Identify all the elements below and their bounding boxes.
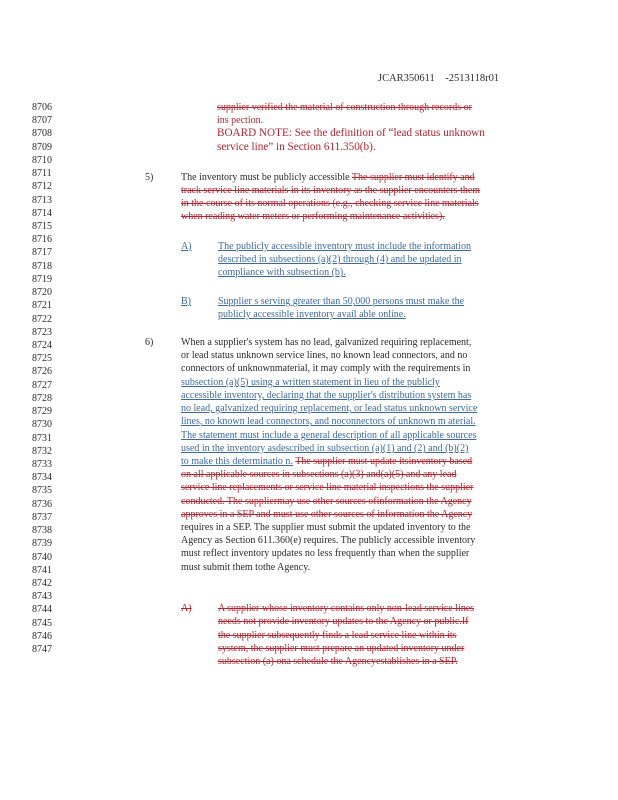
inserted-text: described in subsections (a)(2) through (4) and be updated in xyxy=(218,254,462,265)
item-5-text xyxy=(181,172,475,184)
line-number: 8724 xyxy=(32,340,52,351)
line-number: 8721 xyxy=(32,300,52,312)
plain-text: must reflect inventory updates no less frequently than when the supplier xyxy=(181,548,470,559)
line-number: 8725 xyxy=(32,353,52,365)
line-number: 8722 xyxy=(32,313,52,325)
line-number: 8719 xyxy=(32,273,52,285)
line-number: 8723 xyxy=(32,326,52,338)
inserted-text: no lead, galvanized requiring replacement, or lead status unknown service xyxy=(181,403,478,414)
inserted-text: compliance with subsection (b). xyxy=(218,267,346,278)
line-number: 8707 xyxy=(32,115,52,127)
line-number: 8733 xyxy=(32,458,52,470)
deleted-text: subsection (a) ona schedule the Agencyestablishes in a SEP. xyxy=(218,656,458,667)
deleted-text: service line replacements or service line material inspections the supplier xyxy=(181,482,474,493)
line-number: 8735 xyxy=(32,485,52,497)
line-number: 8720 xyxy=(32,287,52,299)
line-number: 8706 xyxy=(32,102,52,113)
line-number: 8746 xyxy=(32,630,52,642)
inserted-text: publicly accessible inventory avail able online. xyxy=(218,309,406,320)
deleted-text: needs not provide inventory updates to the Agency or public.If xyxy=(218,616,469,627)
item-label-6: 6) xyxy=(145,337,154,348)
page-header: JCAR350611 -2513118r01 xyxy=(378,73,500,84)
plain-text: The inventory must be publicly accessible xyxy=(181,172,350,183)
inserted-text: used in the inventory asdescribed in subsection (a)(1) and (2) and (b)(2) xyxy=(181,443,469,454)
line-number: 8734 xyxy=(32,472,52,484)
inserted-text: The publicly accessible inventory must include the information xyxy=(218,241,471,252)
inserted-text: to make this determinatio n. xyxy=(181,456,293,467)
inserted-text: accessible inventory, declaring that the supplier's distribution system has xyxy=(181,390,472,401)
line-number: 8728 xyxy=(32,392,52,404)
deleted-text: A supplier whose inventory contains only non-lead service lines xyxy=(218,603,475,614)
line-number: 8730 xyxy=(32,419,52,431)
line-number: 8744 xyxy=(32,604,52,616)
item-label-6a: A) xyxy=(181,603,192,614)
plain-text: When a supplier's system has no lead, galvanized requiring replacement, xyxy=(181,337,472,348)
board-note: BOARD NOTE: See the definition of “lead status unknown xyxy=(217,127,485,139)
board-note: service line” in Section 611.350(b). xyxy=(217,141,376,153)
item-label-5: 5) xyxy=(145,172,154,183)
inserted-text: The statement must include a general description of all applicable sources xyxy=(181,430,477,441)
line-number: 8743 xyxy=(32,591,52,603)
deleted-text: The supplier must identify and xyxy=(351,172,475,183)
plain-text: requires in a SEP. The supplier must submit the updated inventory to the xyxy=(181,522,471,533)
line-number: 8711 xyxy=(32,168,52,180)
plain-text: connectors of unknownmaterial, it may comply with the requirements in xyxy=(181,363,471,374)
line-number: 8708 xyxy=(32,128,52,140)
inserted-text: Supplier s serving greater than 50,000 persons must make the xyxy=(218,296,465,307)
line-number: 8718 xyxy=(32,260,52,272)
deleted-text: approves in a SEP and must use other sources of information the Agency xyxy=(181,509,473,520)
line-number: 8709 xyxy=(32,141,52,153)
line-number: 8727 xyxy=(32,379,52,391)
line-number: 8739 xyxy=(32,538,52,550)
deleted-text: ins pection. xyxy=(217,115,264,126)
plain-text: or lead status unknown service lines, no known lead connectors, and no xyxy=(181,350,468,361)
deleted-text: the supplier subsequently finds a lead service line within its xyxy=(218,630,457,641)
deleted-text: in the course of its normal operations (e.g., checking service line materials xyxy=(181,198,479,209)
plain-text: Agency as Section 611.360(e) requires. The publicly accessible inventory xyxy=(181,535,476,546)
deleted-text: supplier verified the material of construction through records or xyxy=(217,102,472,113)
line-number: 8745 xyxy=(32,617,52,629)
plain-text: must submit them tothe Agency. xyxy=(181,562,311,573)
line-number: 8713 xyxy=(32,194,52,206)
line-number: 8710 xyxy=(32,154,52,166)
item-label-5b: B) xyxy=(181,296,191,307)
line-number: 8738 xyxy=(32,525,52,536)
deleted-text: conducted. The suppliermay use other sources ofinformation the Agency xyxy=(181,496,472,507)
inserted-text: subsection (a)(5) using a written statement in lieu of the publicly xyxy=(181,377,440,388)
line-number: 8715 xyxy=(32,221,52,232)
line-number: 8737 xyxy=(32,511,52,523)
mixed-text-line xyxy=(181,456,472,468)
line-number: 8731 xyxy=(32,432,52,444)
line-number: 8716 xyxy=(32,234,52,246)
line-number: 8717 xyxy=(32,247,52,259)
line-number: 8736 xyxy=(32,498,52,510)
line-number: 8740 xyxy=(32,551,52,563)
inserted-text: lines, no known lead connectors, and noconnectors of unknown m aterial. xyxy=(181,416,476,427)
deleted-text: system, the supplier must prepare an updated inventory under xyxy=(218,643,465,654)
deleted-text: when reading water meters or performing maintenance activities). xyxy=(181,211,445,222)
line-number: 8714 xyxy=(32,207,52,219)
deleted-text: track service line materials in its inventory as the supplier encounters them xyxy=(181,185,481,196)
line-number: 8732 xyxy=(32,445,52,457)
line-number: 8747 xyxy=(32,644,52,655)
line-number: 8729 xyxy=(32,406,52,418)
deleted-text: on all applicable sources in subsections (a)(3) and(a)(5) and any lead xyxy=(181,469,457,480)
line-number: 8726 xyxy=(32,366,52,378)
line-number: 8742 xyxy=(32,577,52,589)
line-number: 8712 xyxy=(32,181,52,193)
line-number: 8741 xyxy=(32,564,52,576)
deleted-text: The supplier must update itsinventory based xyxy=(295,456,473,467)
item-label-5a: A) xyxy=(181,241,192,252)
